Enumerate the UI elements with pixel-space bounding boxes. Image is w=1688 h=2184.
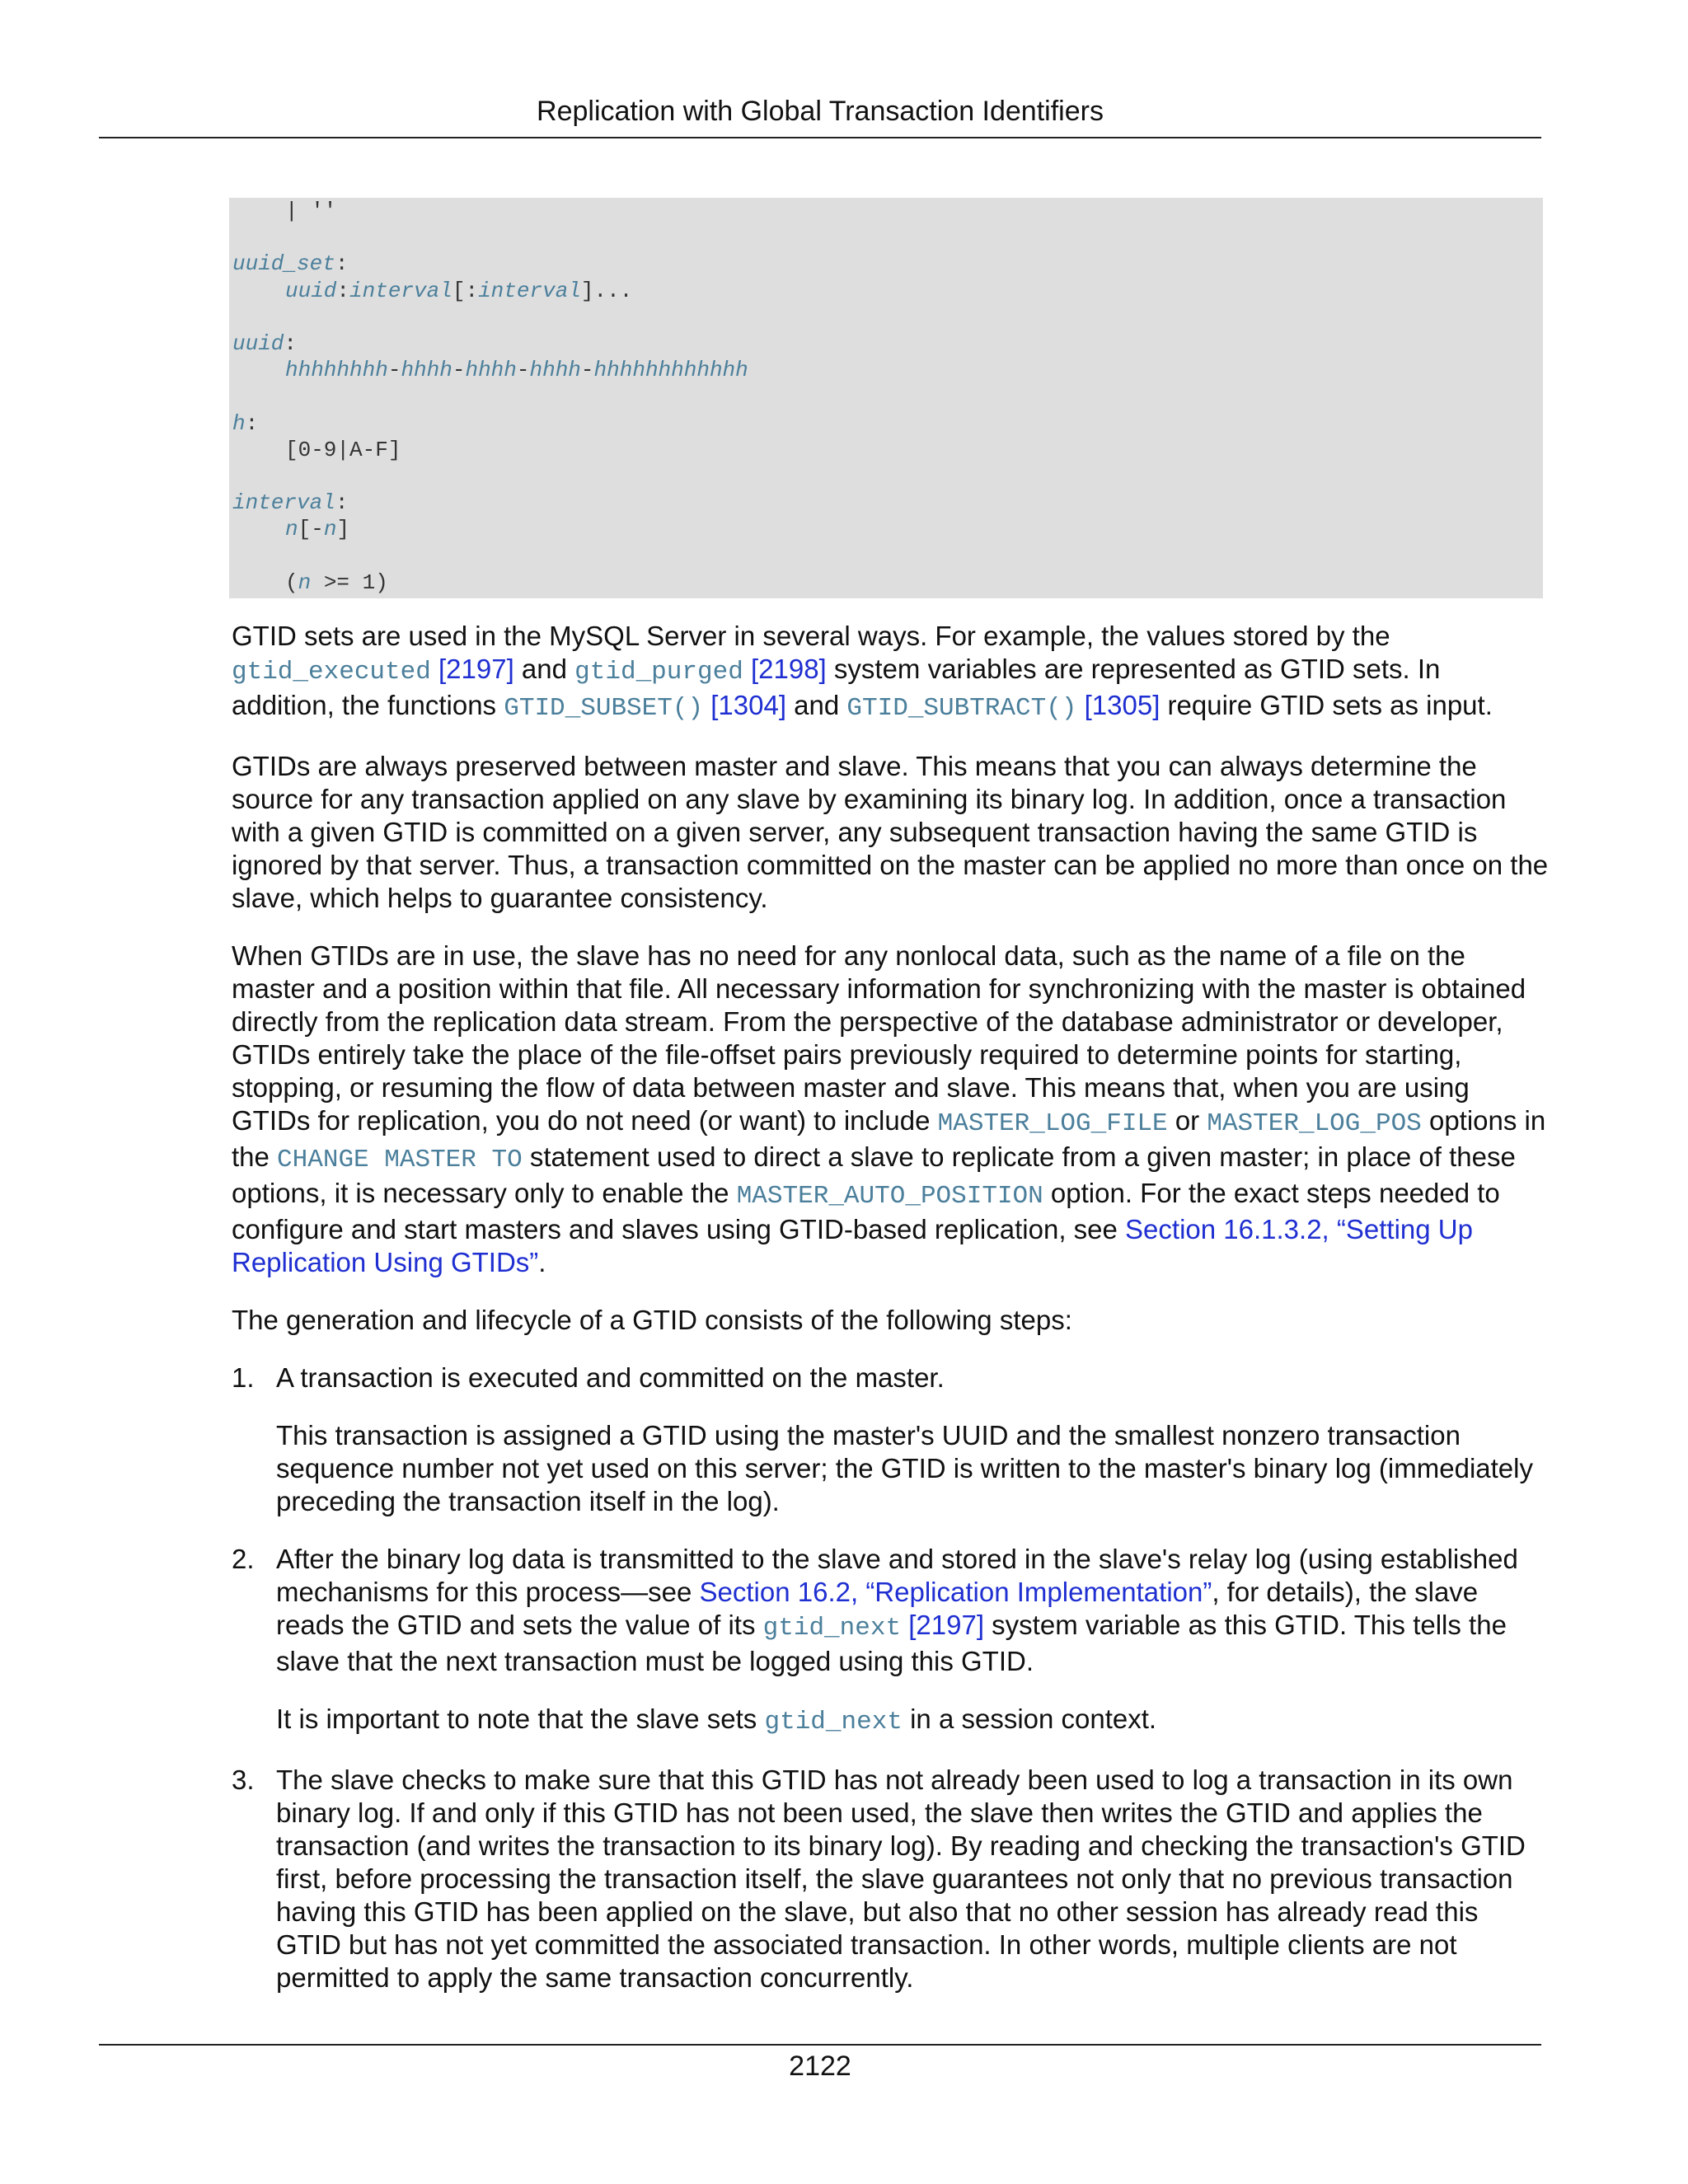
gtid-purged-var[interactable]: gtid_purged: [574, 658, 743, 687]
code-line: (n >= 1): [285, 569, 388, 595]
master-log-file-option: MASTER_LOG_FILE: [937, 1109, 1168, 1138]
code-line: [232, 304, 1543, 330]
code-line: uuid_set:: [232, 251, 349, 277]
page-header: Replication with Global Transaction Identifiers: [537, 96, 1104, 127]
step-number: 3.: [232, 1765, 255, 1795]
step-detail: This transaction is assigned a GTID using the master's UUID and the smallest nonzero transaction sequence number not yet used on this server; the GTID is written to the master's binary log (immediately preceding the transaction itself in the log).: [276, 1420, 1533, 1516]
section-link-setting-up-gtids[interactable]: Section 16.1.3.2, “Setting Up Replication Using GTIDs”: [232, 1214, 1473, 1277]
code-line: h:: [232, 410, 259, 436]
gtid-next-var: gtid_next: [764, 1708, 903, 1736]
ref-link[interactable]: [1304]: [703, 690, 786, 720]
list-item: [232, 1361, 1550, 1518]
paragraph-preserved: GTIDs are always preserved between master and slave. This means that you can always determine the source for any transaction applied on any slave by examining its binary log. In addition, once a transaction with a given GTID is committed on a given server, any subsequent transaction having the same GTID is ignored by that server. Thus, a transaction committed on the master can be applied no more than once on the slave, which helps to guarantee consistency.: [232, 751, 1549, 913]
gtid-subset-function[interactable]: GTID_SUBSET(): [504, 694, 704, 723]
paragraph-nonlocal-data: When GTIDs are in use, the slave has no need for any nonlocal data, such as the name of a file on the master and a position within that file. All necessary information for synchronizing with the master is obtained directly from the replication data stream. From the perspective of the database administrator or developer, GTIDs entirely take the place of the file-offset pairs previously required to determine points for starting, stopping, or resuming the flow of data between master and slave. This means that, when you are using GTIDs for replication, you do not need (or want) to include MASTER_LOG_FILE or MASTER_LOG_POS options in the CHANGE MASTER TO statement used to direct a slave to replicate from a given master; in place of these options, it is necessary only to enable the MASTER_AUTO_POSITION option. For the exact steps needed to configure and start masters and slaves using GTID-based replication, see Section 16.1.3.2, “Setting Up Replication Using GTIDs”.: [232, 940, 1546, 1277]
code-line: uuid:interval[:interval]...: [285, 278, 633, 303]
code-line: [232, 383, 1543, 410]
ref-link[interactable]: [2197]: [430, 654, 514, 684]
code-line: [232, 224, 1543, 251]
ref-link[interactable]: [2198]: [743, 654, 827, 684]
ref-link[interactable]: [1305]: [1076, 690, 1160, 720]
step-number: 1.: [232, 1362, 255, 1393]
code-line: [232, 542, 1543, 569]
master-auto-position-option: MASTER_AUTO_POSITION: [736, 1182, 1043, 1211]
code-line: | '': [285, 199, 337, 223]
code-block: [229, 198, 1543, 598]
ref-link[interactable]: [2197]: [901, 1610, 984, 1640]
list-item: [232, 1543, 1550, 1739]
main-content: [232, 620, 1550, 2019]
lifecycle-steps: [232, 1361, 1550, 1994]
gtid-executed-var[interactable]: gtid_executed: [232, 658, 431, 687]
list-item: [232, 1764, 1550, 1994]
code-line: [232, 463, 1543, 490]
code-line: interval:: [232, 490, 349, 516]
gtid-next-var[interactable]: gtid_next: [762, 1614, 902, 1643]
step-text: The slave checks to make sure that this GTID has not already been used to log a transaction in its own binary log. If and only if this GTID has not been used, the slave then writes the GTID and applies the transaction (and writes the transaction to its binary log). By reading and checking the transaction's GTID first, before processing the transaction itself, the slave guarantees not only that no previous transaction having this GTID has been applied on the slave, but also that no other session has already read this GTID but has not yet committed the associated transaction. In other words, multiple clients are not permitted to apply the same transaction concurrently.: [276, 1765, 1526, 1993]
gtid-subtract-function[interactable]: GTID_SUBTRACT(): [846, 694, 1077, 723]
header-rule: [99, 137, 1541, 138]
page-number: 2122: [789, 2050, 851, 2082]
step-detail: It is important to note that the slave sets gtid_next in a session context.: [276, 1704, 1157, 1736]
section-link-replication-implementation[interactable]: Section 16.2, “Replication Implementation”: [699, 1577, 1212, 1607]
code-line: uuid:: [232, 330, 298, 356]
master-log-pos-option: MASTER_LOG_POS: [1207, 1109, 1422, 1138]
change-master-to-statement[interactable]: CHANGE MASTER TO: [277, 1146, 523, 1174]
paragraph-lifecycle-intro: The generation and lifecycle of a GTID consists of the following steps:: [232, 1305, 1072, 1335]
step-text: A transaction is executed and committed on the master.: [276, 1362, 945, 1393]
step-number: 2.: [232, 1544, 255, 1574]
code-line: hhhhhhhh-hhhh-hhhh-hhhh-hhhhhhhhhhhh: [285, 358, 748, 383]
step-text: After the binary log data is transmitted to the slave and stored in the slave's relay log (using established mechanisms for this process—see Section 16.2, “Replication Implementation”, for details), the slave reads the GTID and sets the value of its gtid_next [2197] system variable as this GTID. This tells the slave that the next transaction must be logged using this GTID.: [276, 1544, 1518, 1676]
code-line: n[-n]: [285, 517, 350, 542]
paragraph-gtid-sets: GTID sets are used in the MySQL Server in several ways. For example, the values stored by the gtid_executed [2197] and gtid_purged [2198] system variables are represented as GTID sets. In addition, the functions GTID_SUBSET() [1304] and GTID_SUBTRACT() [1305] require GTID sets as input.: [232, 621, 1493, 723]
code-line: [0-9|A-F]: [285, 437, 401, 462]
footer-rule: [99, 2044, 1541, 2046]
